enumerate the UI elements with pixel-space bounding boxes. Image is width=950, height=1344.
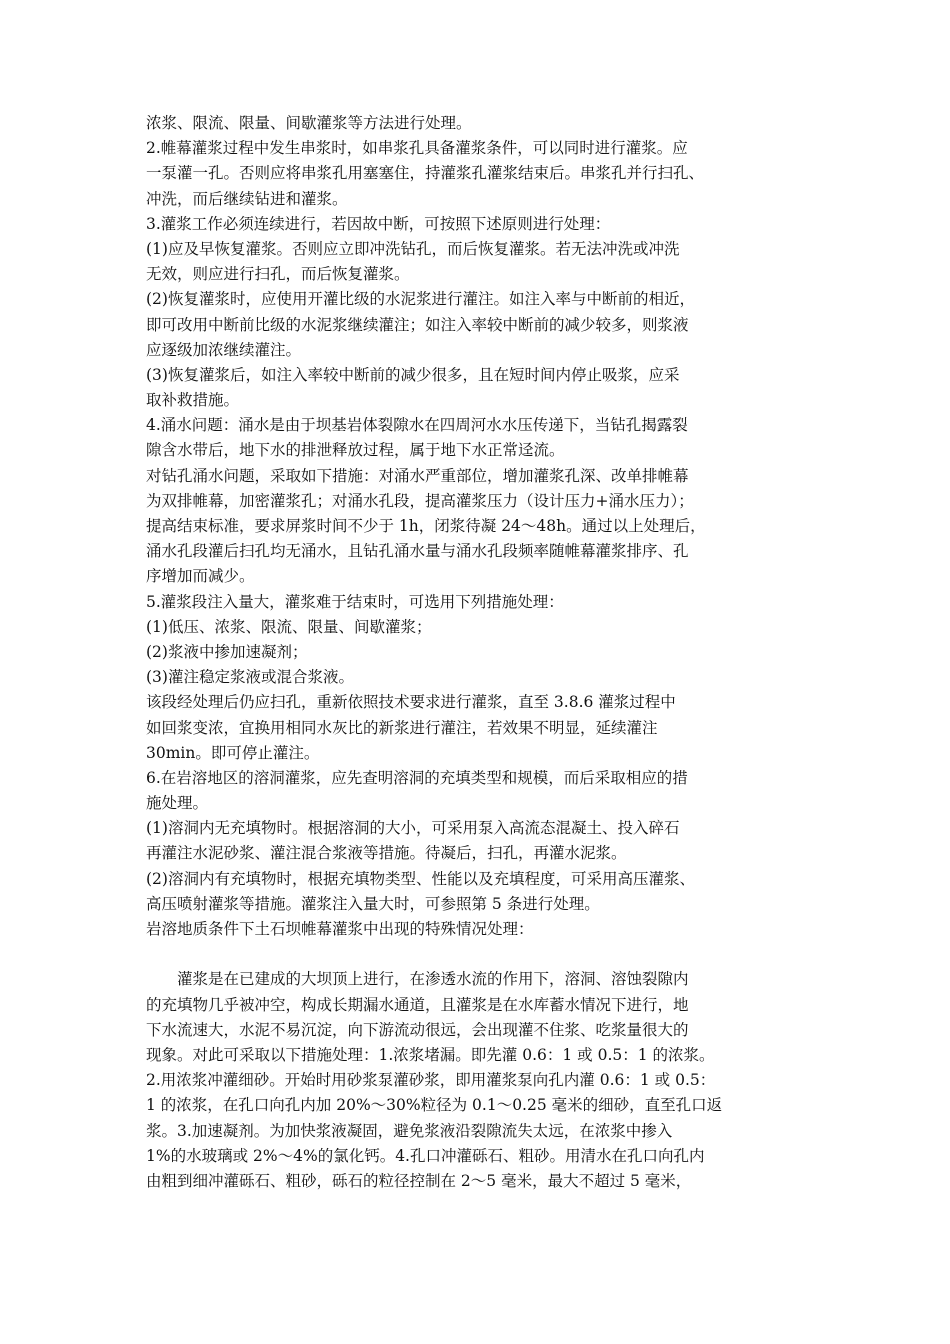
text-line: (3)灌注稳定浆液或混合浆液。: [146, 668, 354, 687]
text-line: 高压喷射灌浆等措施。灌浆注入量大时，可参照第 5 条进行处理。: [146, 894, 600, 913]
document-body: [146, 111, 814, 1194]
paragraph-line: 灌浆是在已建成的大坝顶上进行，在渗透水流的作用下，溶洞、溶蚀裂隙内: [177, 970, 689, 989]
text-line: 该段经处理后仍应扫孔，重新依照技术要求进行灌浆，直至 3.8.6 灌浆过程中: [146, 693, 676, 712]
text-line: 无效，则应进行扫孔，而后恢复灌浆。: [146, 265, 410, 284]
text-line: 6.在岩溶地区的溶洞灌浆，应先查明溶洞的充填类型和规模，而后采取相应的措: [146, 768, 688, 787]
text-line: 再灌注水泥砂浆、灌注混合浆液等措施。待凝后，扫孔，再灌水泥浆。: [146, 844, 627, 863]
text-line: 浓浆、限流、限量、间歇灌浆等方法进行处理。: [146, 114, 472, 132]
text-line: 如回浆变浓，宜换用相同水灰比的新浆进行灌注，若效果不明显，延续灌注: [146, 718, 658, 737]
text-line: 岩溶地质条件下土石坝帷幕灌浆中出现的特殊情况处理：: [146, 920, 534, 938]
paragraph-line: 浆。3.加速凝剂。为加快浆液凝固，避免浆液沿裂隙流失太远，在浓浆中掺入: [146, 1121, 673, 1140]
text-line: 应逐级加浓继续灌注。: [146, 340, 302, 359]
text-line: 冲洗，而后继续钻进和灌浆。: [146, 189, 348, 208]
paragraph-line: 由粗到细冲灌砾石、粗砂，砾石的粒径控制在 2～5 毫米，最大不超过 5 毫米，: [146, 1171, 692, 1190]
text-line: 即可改用中断前比级的水泥浆继续灌注；如注入率较中断前的减少较多，则浆液: [146, 315, 689, 334]
text-line: (2)溶洞内有充填物时，根据充填物类型、性能以及充填程度，可采用高压灌浆、: [146, 869, 695, 888]
paragraph-line: 1%的水玻璃或 2%～4%的氯化钙。4.孔口冲灌砾石、粗砂。用清水在孔口向孔内: [146, 1146, 705, 1165]
text-line: 5.灌浆段注入量大，灌浆难于结束时，可选用下列措施处理：: [146, 592, 564, 611]
text-line: 30min。即可停止灌注。: [146, 743, 320, 762]
text-line: (1)应及早恢复灌浆。否则应立即冲洗钻孔，而后恢复灌浆。若无法冲洗或冲洗: [146, 239, 680, 258]
text-line: 对钻孔涌水问题，采取如下措施：对涌水严重部位，增加灌浆孔深、改单排帷幕: [146, 466, 689, 485]
text-line: (2)恢复灌浆时，应使用开灌比级的水泥浆进行灌注。如注入率与中断前的相近，: [146, 290, 695, 309]
blank-line: [146, 942, 814, 967]
text-line: 涌水孔段灌后扫孔均无涌水，且钻孔涌水量与涌水孔段频率随帷幕灌浆排序、孔: [146, 542, 689, 561]
paragraph-line: 2.用浓浆冲灌细砂。开始时用砂浆泵灌砂浆，即用灌浆泵向孔内灌 0.6：1 或 0.5：: [146, 1071, 716, 1090]
text-line: 施处理。: [146, 794, 209, 813]
text-line: 2.帷幕灌浆过程中发生串浆时，如串浆孔具备灌浆条件，可以同时进行灌浆。应: [146, 139, 688, 158]
text-line: 提高结束标准，要求屏浆时间不少于 1h，闭浆待凝 24～48h。通过以上处理后，: [146, 517, 706, 535]
text-line: 一泵灌一孔。否则应将串浆孔用塞塞住，持灌浆孔灌浆结束后。串浆孔并行扫孔、: [146, 164, 705, 183]
text-line: (1)溶洞内无充填物时。根据溶洞的大小，可采用泵入高流态混凝土、投入碎石: [146, 819, 680, 838]
document-page: [146, 111, 814, 1194]
text-line: 隙含水带后，地下水的排泄释放过程，属于地下水正常迳流。: [146, 441, 565, 460]
text-line: (1)低压、浓浆、限流、限量、间歇灌浆；: [146, 617, 432, 636]
text-line: (3)恢复灌浆后，如注入率较中断前的减少很多，且在短时间内停止吸浆，应采: [146, 365, 680, 384]
paragraph-line: 的充填物几乎被冲空，构成长期漏水通道，且灌浆是在水库蓄水情况下进行，地: [146, 995, 689, 1014]
paragraph-line: 下水流速大，水泥不易沉淀，向下游流动很远，会出现灌不住浆、吃浆量很大的: [146, 1020, 689, 1039]
text-line: (2)浆液中掺加速凝剂；: [146, 642, 308, 661]
text-line: 4.涌水问题：涌水是由于坝基岩体裂隙水在四周河水水压传递下，当钻孔揭露裂: [146, 416, 688, 435]
text-line: 3.灌浆工作必须连续进行，若因故中断，可按照下述原则进行处理：: [146, 214, 611, 233]
text-line: 取补救措施。: [146, 391, 240, 410]
paragraph-line: 现象。对此可采取以下措施处理：1.浓浆堵漏。即先灌 0.6：1 或 0.5：1 的浓浆。: [146, 1045, 715, 1064]
text-line: 为双排帷幕，加密灌浆孔；对涌水孔段，提高灌浆压力（设计压力+涌水压力）；: [146, 491, 694, 510]
text-line: 序增加而减少。: [146, 567, 255, 586]
paragraph-line: 1 的浓浆，在孔口向孔内加 20%～30%粒径为 0.1～0.25 毫米的细砂，直至孔口返: [146, 1096, 723, 1115]
